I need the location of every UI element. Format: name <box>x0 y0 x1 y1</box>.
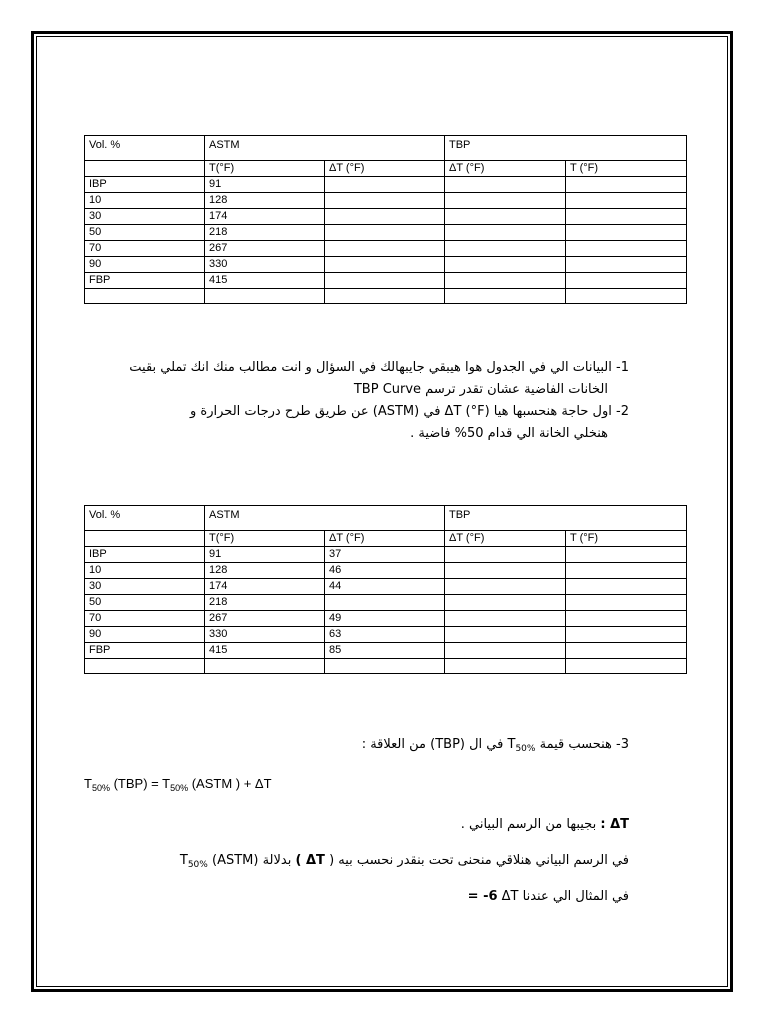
cell-vol: 30 <box>85 579 205 595</box>
cell-astm-dt <box>325 595 445 611</box>
cell-vol: 10 <box>85 563 205 579</box>
table-row <box>85 225 687 241</box>
cell-vol: 50 <box>85 595 205 611</box>
cell-tbp-t <box>566 193 687 209</box>
header-vol: Vol. % <box>85 506 205 531</box>
cell-empty <box>445 659 566 674</box>
cell-astm-dt <box>325 241 445 257</box>
table-row <box>85 563 687 579</box>
step2-line1: 2- اول حاجة هنحسبها هيا ΔT (°F) في (ASTM) عن طريق طرح درجات الحرارة و <box>190 404 629 419</box>
cell-astm-t: 91 <box>205 547 325 563</box>
cell-astm-t: 267 <box>205 611 325 627</box>
header-tbp: TBP <box>445 506 687 531</box>
cell-vol: 70 <box>85 241 205 257</box>
step3-part-b: في ال (TBP) من العلاقة : <box>361 737 504 752</box>
cell-vol: 30 <box>85 209 205 225</box>
cell-tbp-dt <box>445 579 566 595</box>
step3-line <box>362 734 629 760</box>
cell-tbp-t <box>566 643 687 659</box>
cell-astm-t: 128 <box>205 563 325 579</box>
step3-part-a: 3- هنحسب قيمة T <box>507 737 629 752</box>
cell-vol: 10 <box>85 193 205 209</box>
cell-astm-t: 91 <box>205 177 325 193</box>
cell-tbp-t <box>566 595 687 611</box>
table-row <box>85 643 687 659</box>
cell-empty <box>325 289 445 304</box>
cell-empty <box>205 289 325 304</box>
cell-astm-dt <box>325 257 445 273</box>
curve-bold: ΔT ) <box>295 853 325 868</box>
table-row <box>85 257 687 273</box>
cell-tbp-t <box>566 257 687 273</box>
table-row-blank <box>85 659 687 674</box>
header-tbp: TBP <box>445 136 687 161</box>
cell-empty <box>85 659 205 674</box>
curve-note <box>180 850 629 876</box>
formula-t50-tbp <box>84 774 272 798</box>
header-astm: ASTM <box>205 506 445 531</box>
curve-part-a: في الرسم البياني هنلاقي منحنى تحت بنقدر نحسب بيه ( <box>329 853 629 868</box>
formula-sub-a: 50% <box>91 783 110 793</box>
delta-t-text: بجيبها من الرسم البياني . <box>460 817 597 832</box>
cell-tbp-dt <box>445 241 566 257</box>
table-row <box>85 241 687 257</box>
cell-vol: FBP <box>85 643 205 659</box>
header-astm-dt: ΔT (°F) <box>325 161 445 177</box>
cell-tbp-dt <box>445 627 566 643</box>
cell-tbp-dt <box>445 643 566 659</box>
cell-tbp-t <box>566 273 687 289</box>
cell-tbp-t <box>566 547 687 563</box>
cell-astm-dt: 85 <box>325 643 445 659</box>
example-dt: ΔT <box>501 889 519 904</box>
formula-end: (ASTM ) + ΔT <box>191 776 272 791</box>
header-tbp-t: T (°F) <box>566 531 687 547</box>
cell-vol: 70 <box>85 611 205 627</box>
cell-tbp-dt <box>445 595 566 611</box>
cell-tbp-t <box>566 563 687 579</box>
cell-empty <box>85 289 205 304</box>
cell-tbp-t <box>566 209 687 225</box>
cell-astm-t: 415 <box>205 273 325 289</box>
cell-astm-t: 218 <box>205 225 325 241</box>
formula-mid: (TBP) = T <box>113 776 171 791</box>
cell-empty <box>566 289 687 304</box>
cell-astm-dt <box>325 177 445 193</box>
cell-empty <box>325 659 445 674</box>
cell-tbp-t <box>566 241 687 257</box>
header-vol: Vol. % <box>85 136 205 161</box>
cell-empty <box>205 659 325 674</box>
table-row <box>85 579 687 595</box>
cell-astm-dt: 63 <box>325 627 445 643</box>
curve-part-b: بدلالة (ASTM) T <box>179 853 292 868</box>
delta-t-label: ΔT : <box>600 817 629 832</box>
cell-vol: IBP <box>85 177 205 193</box>
header-astm: ASTM <box>205 136 445 161</box>
cell-empty <box>445 289 566 304</box>
cell-tbp-t <box>566 579 687 595</box>
cell-tbp-t <box>566 225 687 241</box>
cell-tbp-t <box>566 177 687 193</box>
header-tbp-dt: ΔT (°F) <box>445 161 566 177</box>
distillation-table-empty <box>84 135 687 304</box>
cell-astm-dt: 37 <box>325 547 445 563</box>
example-part-a: في المثال الي عندنا <box>522 889 629 904</box>
cell-astm-t: 174 <box>205 209 325 225</box>
example-note <box>468 886 629 908</box>
delta-t-note <box>461 814 629 836</box>
table-row <box>85 177 687 193</box>
step2-line2: هنخلي الخانة الي قدام 50% فاضية . <box>410 426 608 441</box>
cell-vol: FBP <box>85 273 205 289</box>
table-row <box>85 209 687 225</box>
header-astm-dt: ΔT (°F) <box>325 531 445 547</box>
formula-t-a: T <box>84 776 92 791</box>
header-tbp-t: T (°F) <box>566 161 687 177</box>
cell-astm-t: 218 <box>205 595 325 611</box>
cell-astm-t: 330 <box>205 257 325 273</box>
cell-astm-t: 128 <box>205 193 325 209</box>
cell-astm-t: 415 <box>205 643 325 659</box>
step1-line1: 1- البيانات الي في الجدول هوا هيبقي جايبهالك في السؤال و انت مطالب منك انك تملي بقيت <box>129 360 629 375</box>
table-row <box>85 273 687 289</box>
cell-tbp-dt <box>445 273 566 289</box>
cell-tbp-dt <box>445 177 566 193</box>
cell-tbp-dt <box>445 193 566 209</box>
table-row <box>85 193 687 209</box>
example-value: = -6 <box>467 889 498 904</box>
cell-astm-t: 330 <box>205 627 325 643</box>
cell-empty <box>566 659 687 674</box>
cell-empty <box>85 531 205 547</box>
formula-sub-b: 50% <box>170 783 189 793</box>
header-astm-t: T(°F) <box>205 531 325 547</box>
cell-astm-dt: 46 <box>325 563 445 579</box>
cell-astm-t: 174 <box>205 579 325 595</box>
cell-astm-dt <box>325 225 445 241</box>
table-row-blank <box>85 289 687 304</box>
cell-tbp-t <box>566 627 687 643</box>
distillation-table-filled <box>84 505 687 674</box>
cell-empty <box>85 161 205 177</box>
cell-astm-dt <box>325 209 445 225</box>
table-row <box>85 595 687 611</box>
cell-tbp-dt <box>445 611 566 627</box>
cell-vol: IBP <box>85 547 205 563</box>
cell-tbp-dt <box>445 225 566 241</box>
cell-vol: 50 <box>85 225 205 241</box>
cell-tbp-t <box>566 611 687 627</box>
header-astm-t: T(°F) <box>205 161 325 177</box>
cell-tbp-dt <box>445 563 566 579</box>
cell-astm-dt <box>325 273 445 289</box>
cell-vol: 90 <box>85 257 205 273</box>
table-row <box>85 611 687 627</box>
curve-subscript: 50% <box>187 860 208 870</box>
cell-tbp-dt <box>445 209 566 225</box>
cell-astm-dt: 44 <box>325 579 445 595</box>
cell-astm-t: 267 <box>205 241 325 257</box>
cell-tbp-dt <box>445 547 566 563</box>
cell-astm-dt: 49 <box>325 611 445 627</box>
cell-astm-dt <box>325 193 445 209</box>
cell-tbp-dt <box>445 257 566 273</box>
header-tbp-dt: ΔT (°F) <box>445 531 566 547</box>
cell-vol: 90 <box>85 627 205 643</box>
table-row <box>85 547 687 563</box>
step3-subscript: 50% <box>515 744 536 754</box>
table-row <box>85 627 687 643</box>
step1-line2: الخانات الفاضية عشان تقدر ترسم TBP Curve <box>353 382 608 397</box>
